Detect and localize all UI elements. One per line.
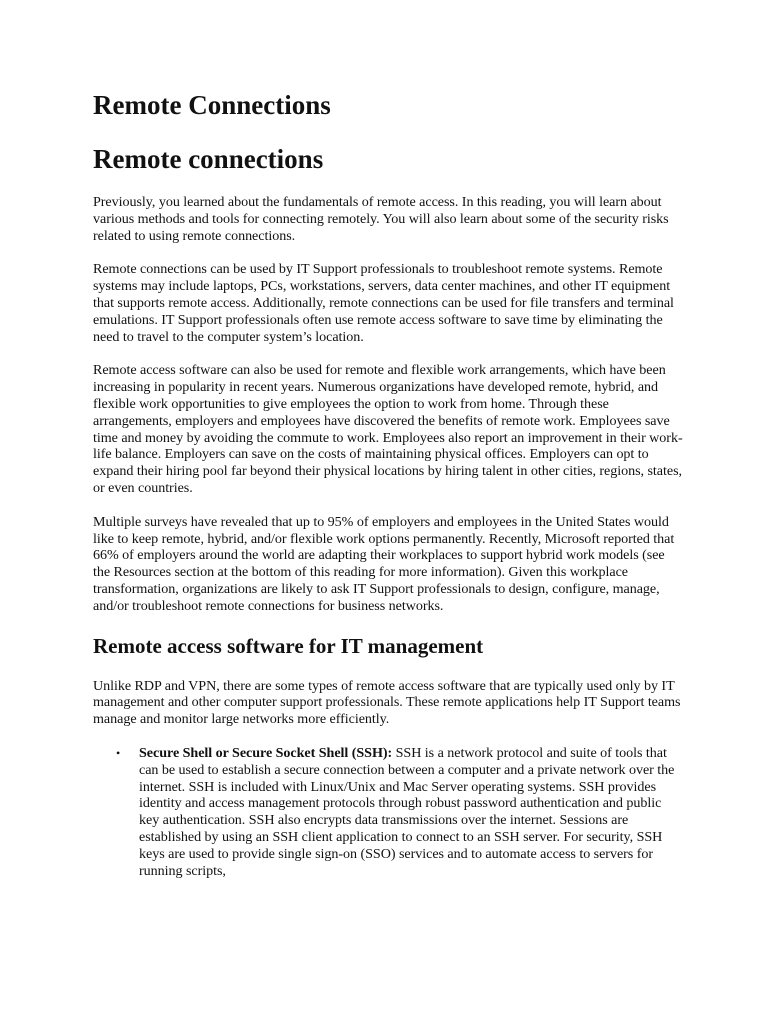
paragraph-flexible-work: Remote access software can also be used for remote and flexible work arrangements, which have been increasing in popularity in recent years. Numerous organizations have developed remote, hybrid, and flexible work opportunities to give employees the option to work from home. Through these arrangements, employers and employees have discovered the benefits of remote work. Employees save time and money by avoiding the commute to work. Employees also report an improvement in their work-life balance. Employers can save on the costs of maintaining physical offices. Employers can opt to expand their hiring pool far beyond their physical locations by hiring talent in other cities, regions, states, or even countries. (93, 362, 683, 496)
bullet-term: Secure Shell or Secure Socket Shell (SSH): (139, 744, 393, 761)
paragraph-remote-connections: Remote connections can be used by IT Support professionals to troubleshoot remote systems. Remote systems may include laptops, PCs, workstations, servers, data center machines, and other IT equipment that supports remote access. Additionally, remote connections can be used for file transfers and terminal emulations. IT Support professionals often use remote access software to save time by eliminating the need to travel to the computer system’s location. (93, 261, 674, 345)
section-heading: Remote connections (93, 144, 324, 174)
bullet-icon: • (116, 745, 121, 760)
paragraph-it-management-intro: Unlike RDP and VPN, there are some types of remote access software that are typically used only by IT management and other computer support professionals. These remote applications help IT Support teams manage and monitor large networks more efficiently. (93, 677, 681, 728)
bullet-list (93, 745, 683, 879)
list-item (93, 745, 683, 879)
subsection-heading: Remote access software for IT management (93, 633, 484, 658)
bullet-text: SSH is a network protocol and suite of tools that can be used to establish a secure connection between a computer and a private network over the internet. SSH is included with Linux/Unix and Mac Server operating systems. SSH provides identity and access management protocols through robust password authentication and public key authentication. SSH also encrypts data transmissions over the internet. Sessions are established by using an SSH client application to connect to an SSH server. For security, SSH keys are used to provide single sign-on (SSO) services and to automate access to servers for running scripts, (139, 744, 675, 879)
document-title: Remote Connections (93, 90, 331, 120)
document-page (93, 88, 683, 879)
paragraph-surveys: Multiple surveys have revealed that up to 95% of employers and employees in the United States would like to keep remote, hybrid, and/or flexible work options permanently. Recently, Microsoft reported that 66% of employers around the world are adapting their workplaces to support hybrid work models (see the Resources section at the bottom of this reading for more information). Given this workplace transformation, organizations are likely to ask IT Support professionals to design, configure, manage, and/or troubleshoot remote connections for business networks. (93, 513, 675, 614)
paragraph-intro: Previously, you learned about the fundamentals of remote access. In this reading, you will learn about various methods and tools for connecting remotely. You will also learn about some of the security risks related to using remote connections. (93, 194, 669, 244)
